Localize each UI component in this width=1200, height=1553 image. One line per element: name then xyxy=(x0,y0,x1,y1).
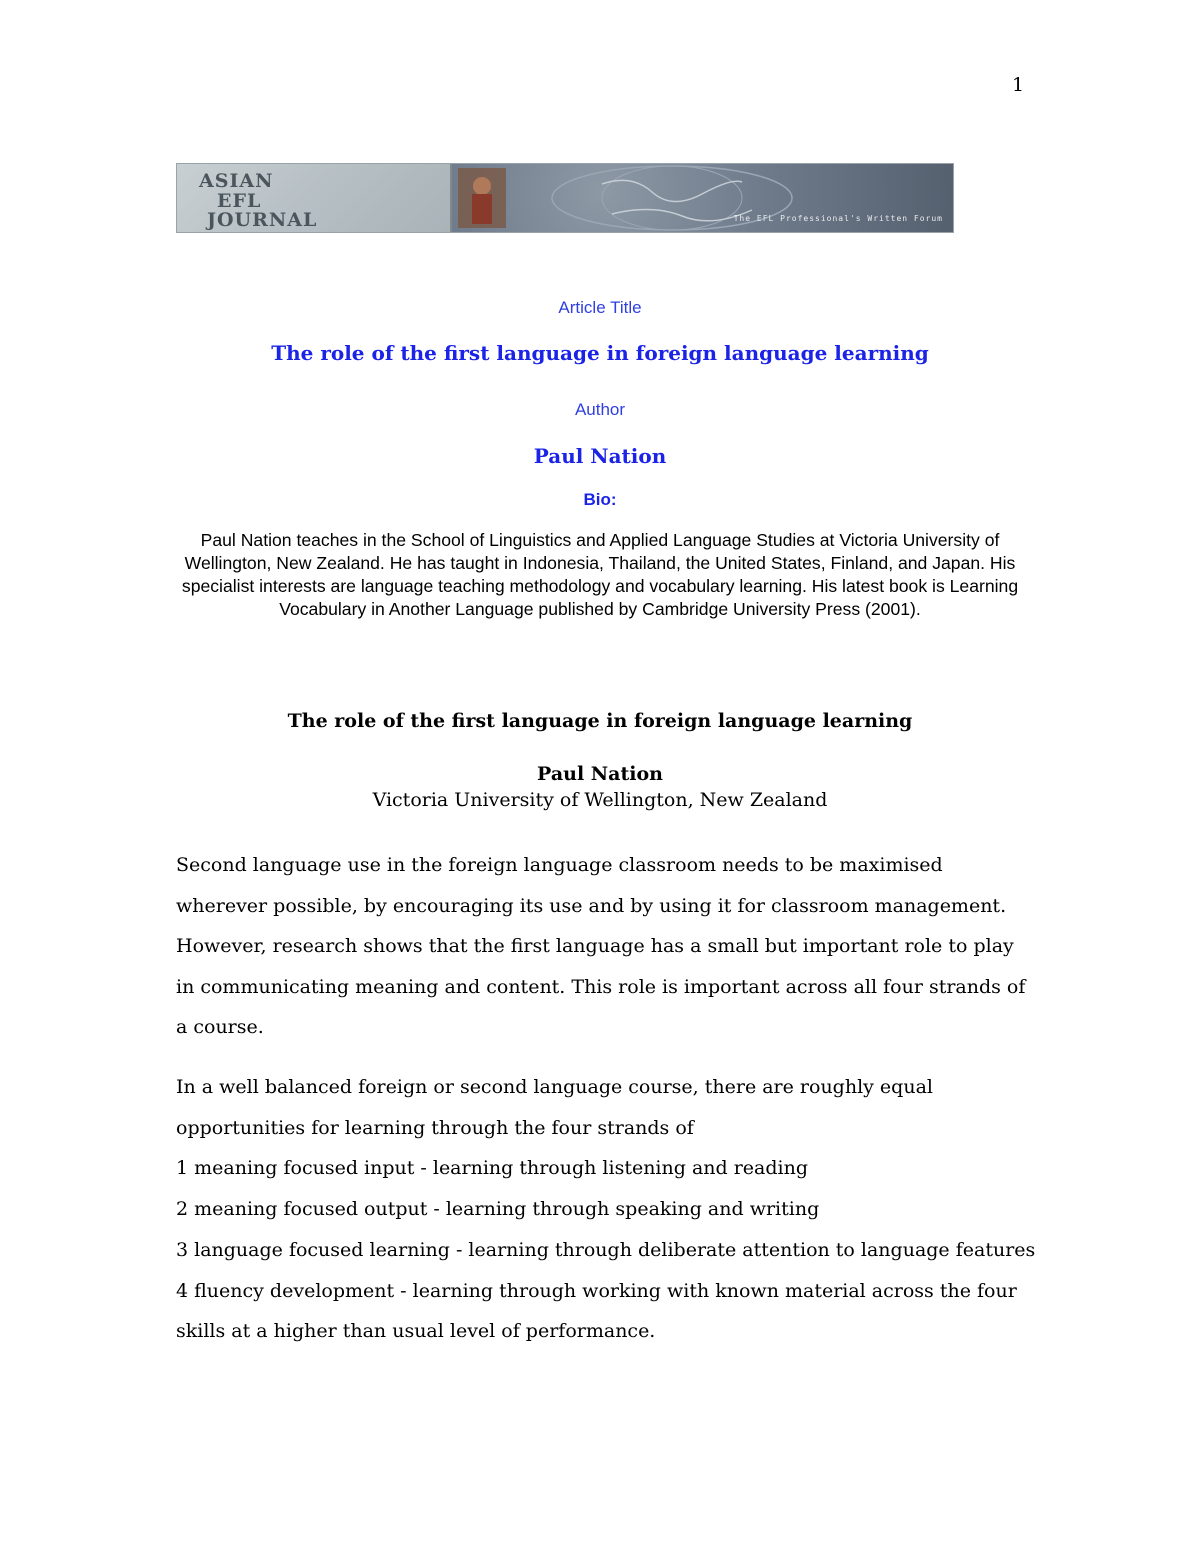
logo-line-1: ASIAN xyxy=(199,170,274,192)
banner-map-image xyxy=(452,164,953,232)
article-heading: The role of the first language in foreign language learning xyxy=(287,710,913,732)
paragraph-text: In a well balanced foreign or second language course, there are roughly equal opportunities for learning through the four strands of xyxy=(176,1076,933,1139)
author-label: Author xyxy=(574,400,626,419)
article-title-label: Article Title xyxy=(558,298,642,317)
strand-item: 1 meaning focused input - learning through listening and reading xyxy=(176,1157,809,1179)
author-name: Paul Nation xyxy=(533,444,667,468)
article-affiliation: Victoria University of Wellington, New Zealand xyxy=(372,789,828,811)
body-paragraph-1 xyxy=(176,845,1036,1048)
page-number: 1 xyxy=(1012,74,1025,96)
strand-item: 2 meaning focused output - learning through speaking and writing xyxy=(176,1198,820,1220)
article-title: The role of the first language in foreign language learning xyxy=(271,341,929,365)
strand-item: 4 fluency development - learning through working with known material across the four xyxy=(176,1280,1017,1302)
banner-tagline: The EFL Professional's Written Forum xyxy=(733,214,943,223)
bio-label: Bio: xyxy=(583,490,617,509)
logo-line-3: JOURNAL xyxy=(207,209,318,231)
journal-logo xyxy=(177,164,452,232)
bio-text: Paul Nation teaches in the School of Linguistics and Applied Language Studies at Victoria University of Wellington, New Zealand. He has taught in Indonesia, Thailand, the United States, Finland, and Japan. His specialist interests are language teaching methodology and vocabulary learning. His latest book is Learning Vocabulary in Another Language published by Cambridge University Press (2001). xyxy=(181,530,1019,619)
paragraph-text: Second language use in the foreign language classroom needs to be maximised wherever possible, by encouraging its use and by using it for classroom management. However, research shows that the first language has a small but important role to play in communicating meaning and content. This role is important across all four strands of a course. xyxy=(176,854,1026,1038)
logo-line-2: EFL xyxy=(217,190,262,212)
body-paragraph-2 xyxy=(176,1067,1036,1149)
strand-item: skills at a higher than usual level of performance. xyxy=(176,1320,656,1342)
journal-banner xyxy=(176,163,954,233)
strand-item: 3 language focused learning - learning through deliberate attention to language features xyxy=(176,1239,1036,1261)
article-author: Paul Nation xyxy=(537,763,663,785)
